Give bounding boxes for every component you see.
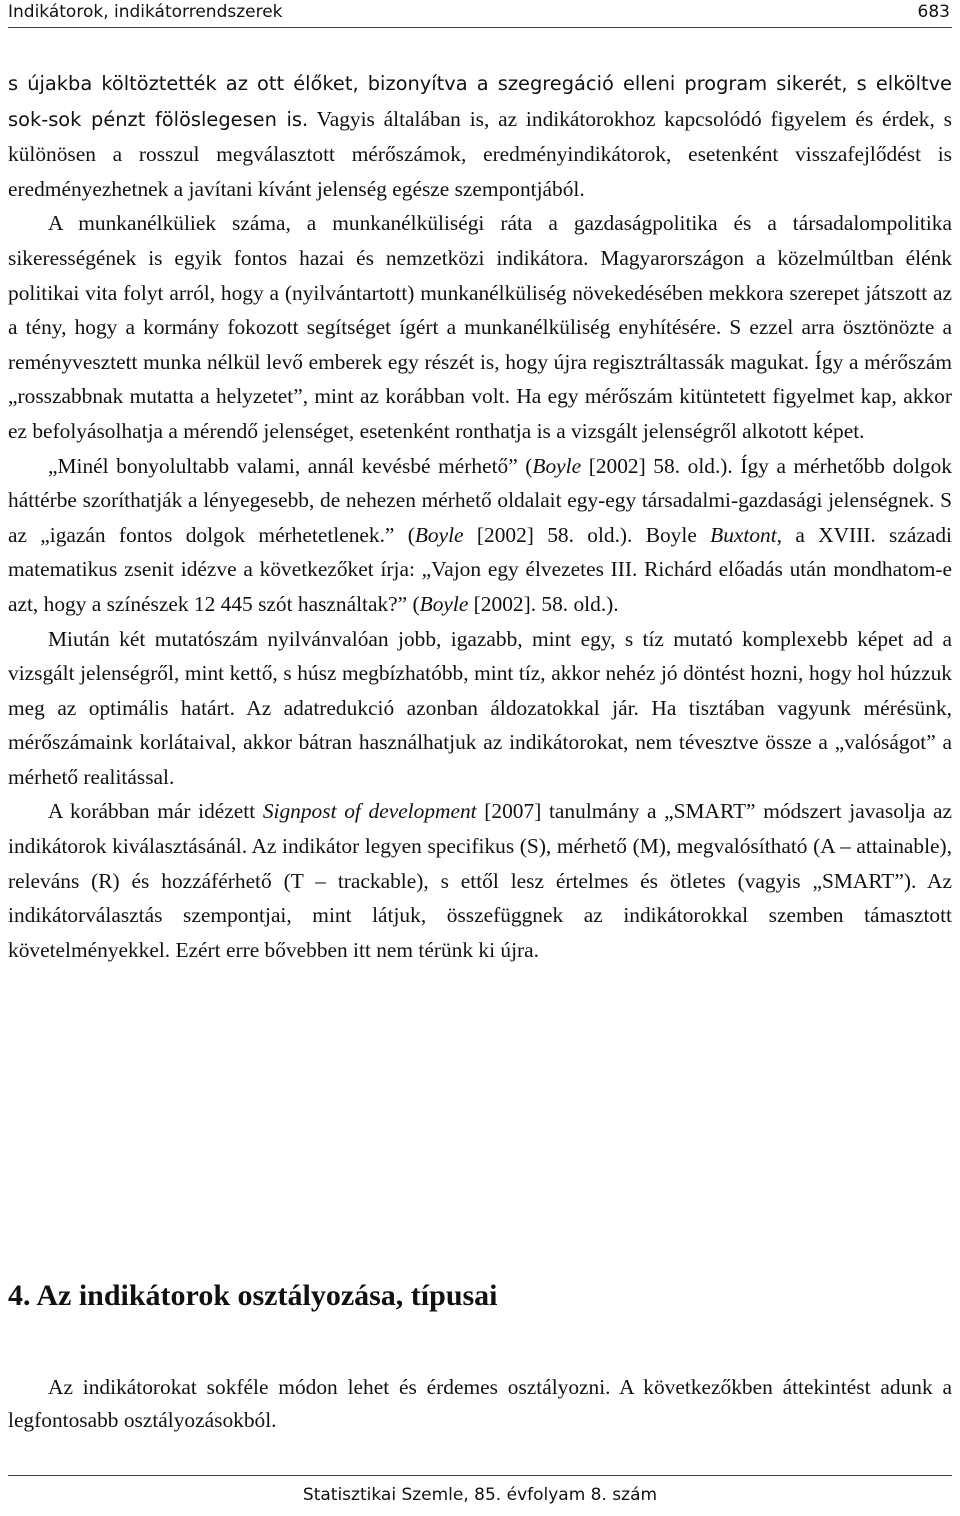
main-text — [8, 66, 952, 967]
p3-citation-2: Boyle — [414, 522, 464, 547]
paragraph-1 — [8, 66, 952, 206]
paragraph-3 — [8, 449, 952, 622]
paragraph-4: Miután két mutatószám nyilvánvalóan jobb, igazabb, mint egy, s tíz mutató komplexebb képet ad a vizsgált jelenségről, mint kettő, s húsz megbízhatóbb, mint tíz, akkor nehéz jó döntést hozni, hogy hol húzzuk meg az optimális határt. Az adatredukció azonban áldozatokkal jár. Ha tisztában vagyunk mérésünk, mérőszámaink korlátaival, akkor bátran használhatjuk az indikátorokat, nem tévesztve össze a „valóságot” a mérhető realitással. — [8, 626, 952, 789]
paragraph-5 — [8, 794, 952, 967]
p3-text-e: [2002] 58. old.). Boyle — [463, 522, 711, 547]
p3-name-buxtont: Buxtont — [710, 522, 777, 547]
paragraph-1-serif-part: Vagyis általában is, az indikátorokhoz kapcsolódó figyelem és érdek, s különösen a rosszul megválasztott mérőszámok, eredményindikátorok, esetenként visszafejlődést is eredményezhetnek a javítani kívánt jelenség egésze szempontjából. — [8, 106, 952, 201]
section-intro-paragraph: Az indikátorokat sokféle módon lehet és érdemes osztályozni. A következőkben áttekintést adunk a legfontosabb osztályozásokból. — [8, 1375, 952, 1432]
paragraph-2: A munkanélküliek száma, a munkanélküliségi ráta a gazdaságpolitika és a társadalompolitika sikerességének is egyik fontos hazai és nemzetközi indikátora. Magyarországon a közelmúltban élénk politikai vita folyt arról, hogy a (nyilvántartott) munkanélküliség növekedésében mekkora szerepet játszott az a tény, hogy a kormány fokozott segítséget ígért a munkanélküliség enyhítésére. S ezzel arra ösztönözte a reményvesztett munka nélkül levő emberek egy részét is, hogy újra regisztráltassák magukat. Így a mérőszám „rosszabbnak mutatta a helyzetet”, mint az korábban volt. Ha egy mérőszám kitüntetett figyelmet kap, akkor ez befolyásolhatja a mérendő jelenséget, esetenként ronthatja is a vizsgált jelenségről alkotott képet. — [8, 211, 952, 443]
section-intro — [8, 1371, 952, 1437]
p5-text-a: A korábban már idézett — [48, 799, 263, 824]
p3-citation-1: Boyle — [532, 453, 582, 478]
footer-rule — [8, 1475, 952, 1476]
running-header-title: Indikátorok, indikátorrendszerek — [8, 2, 283, 22]
p5-text-c: [2007] tanulmány a „SMART” módszert javasolja az indikátorok kiválasztásánál. Az indikátor legyen specifikus (S), mérhető (M), megvalósítható (A – attainable), releváns (R) és hozzáférhető (T – trackable), s ettől lesz értelmes és ötletes (vagyis „SMART”). Az indikátorválasztás szempontjai, mint látjuk, összefüggnek az indikátorokkal szemben támasztott követelményekkel. Ezért erre bővebben itt nem térünk ki újra. — [8, 799, 952, 962]
paragraph-1-sans-part: s újakba költöztették az ott élőket, bizonyítva a szegregáció elleni program sikerét, s elköltve sok-sok pénzt fölöslegesen is. — [8, 72, 952, 131]
header-rule — [8, 27, 952, 28]
p3-text-i: [2002]. 58. old.). — [468, 591, 619, 616]
p3-citation-3: Boyle — [419, 591, 469, 616]
journal-footer: Statisztikai Szemle, 85. évfolyam 8. szám — [302, 1485, 658, 1505]
section-heading: 4. Az indikátorok osztályozása, típusai — [8, 1279, 498, 1312]
running-header — [8, 0, 952, 26]
p3-text-a: „Minél bonyolultabb valami, annál kevésbé mérhető” ( — [48, 453, 533, 478]
p3-text-c: [2002] 58. old.). Így a mérhetőbb dolgok háttérbe szoríthatják a lényegesebb, de nehezen mérhető oldalait egy-egy társadalmi-gazdasági jelenségnek. S az „igazán fontos dolgok mérhetetlenek.” ( — [8, 453, 952, 547]
p5-title-signpost: Signpost of development — [262, 799, 477, 824]
page-number: 683 — [917, 2, 950, 22]
p3-text-g: , a XVIII. századi matematikus zsenit idézve a következőket írja: „Vajon egy élvezetes III. Richárd előadás után mondhatom-e azt, hogy a színészek 12 445 szót használtak?” ( — [8, 522, 952, 616]
